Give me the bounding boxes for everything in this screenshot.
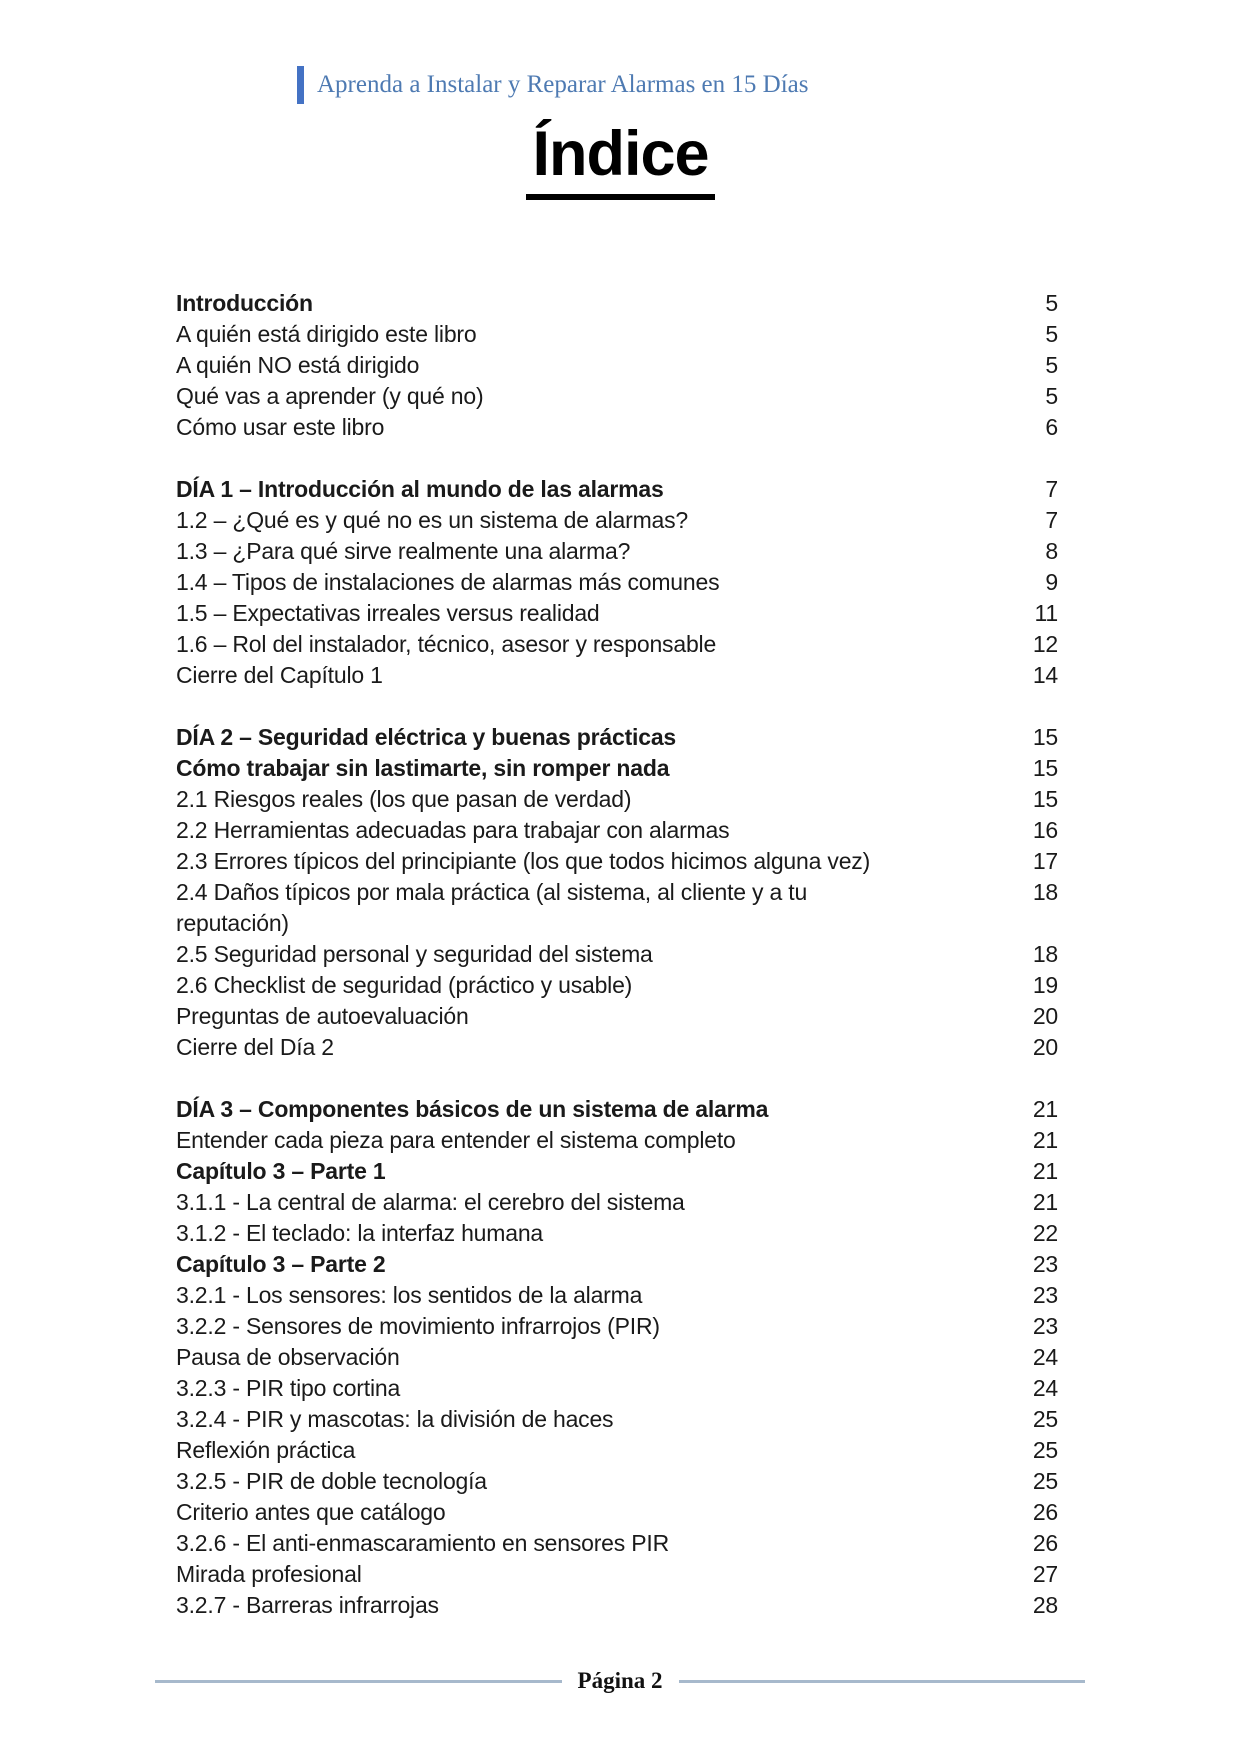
toc-row <box>176 1342 1058 1373</box>
toc-entry-page-number: 25 <box>1032 1437 1058 1463</box>
toc-row <box>176 1559 1058 1590</box>
toc-row <box>176 412 1058 443</box>
toc-entry-page-number: 7 <box>1045 476 1058 502</box>
toc-entry-page-number: 17 <box>1032 848 1058 874</box>
toc-entry-page-number: 23 <box>1032 1251 1058 1277</box>
toc-entry-line: Criterio antes que catálogo <box>176 1499 446 1525</box>
toc-entry-title <box>176 939 1014 970</box>
toc-entry-line: DÍA 3 – Componentes básicos de un sistema de alarma <box>176 1096 769 1122</box>
toc-entry-page-number: 9 <box>1045 569 1058 595</box>
toc-entry-page-number: 23 <box>1032 1282 1058 1308</box>
toc-entry-page-number: 25 <box>1032 1468 1058 1494</box>
toc-entry-line: 1.4 – Tipos de instalaciones de alarmas más comunes <box>176 569 720 595</box>
toc-entry-line: Introducción <box>176 290 313 316</box>
toc-entry-page-number: 12 <box>1032 631 1058 657</box>
toc-entry-title <box>176 1218 1014 1249</box>
toc-entry-line: 1.6 – Rol del instalador, técnico, asesor y responsable <box>176 631 717 657</box>
toc-row <box>176 598 1058 629</box>
toc-row <box>176 1497 1058 1528</box>
toc-entry-title <box>176 1373 1014 1404</box>
toc-row <box>176 350 1058 381</box>
toc-entry-title <box>176 1280 1014 1311</box>
toc-entry-line: 1.3 – ¿Para qué sirve realmente una alarma? <box>176 538 631 564</box>
toc-row <box>176 474 1058 505</box>
toc-entry-line: Mirada profesional <box>176 1561 362 1587</box>
toc-row <box>176 970 1058 1001</box>
toc-section <box>176 1094 1058 1621</box>
document-header <box>297 66 808 104</box>
toc-entry-line: DÍA 1 – Introducción al mundo de las alarmas <box>176 476 664 502</box>
toc-entry-line: 1.5 – Expectativas irreales versus realidad <box>176 600 600 626</box>
toc-entry-page-number: 5 <box>1045 383 1058 409</box>
toc-entry-title <box>176 1466 1014 1497</box>
toc-entry-line: Cierre del Capítulo 1 <box>176 662 383 688</box>
footer-page-label: Página 2 <box>577 1668 663 1693</box>
toc-entry-line: Entender cada pieza para entender el sistema completo <box>176 1127 736 1153</box>
toc-entry-title <box>176 1032 1014 1063</box>
toc-entry-title <box>176 1528 1014 1559</box>
toc-row <box>176 722 1058 753</box>
toc-entry-line-wrap: reputación) <box>176 910 289 936</box>
toc-row <box>176 939 1058 970</box>
toc-entry-title <box>176 1590 1014 1621</box>
toc-entry-page-number: 21 <box>1032 1158 1058 1184</box>
toc-row <box>176 1528 1058 1559</box>
toc-row <box>176 815 1058 846</box>
toc-entry-line: A quién está dirigido este libro <box>176 321 477 347</box>
toc-row <box>176 1435 1058 1466</box>
header-title: Aprenda a Instalar y Reparar Alarmas en 15 Días <box>317 71 809 98</box>
toc-entry-title <box>176 412 1014 443</box>
toc-entry-page-number: 26 <box>1032 1499 1058 1525</box>
toc-entry-title <box>176 1001 1014 1032</box>
toc-row <box>176 1249 1058 1280</box>
toc-entry-line: 3.2.7 - Barreras infrarrojas <box>176 1592 439 1618</box>
toc-row <box>176 784 1058 815</box>
toc-entry-page-number: 24 <box>1032 1375 1058 1401</box>
toc-row <box>176 753 1058 784</box>
toc-entry-line: 3.1.1 - La central de alarma: el cerebro del sistema <box>176 1189 685 1215</box>
toc-row <box>176 288 1058 319</box>
toc-entry-page-number: 11 <box>1034 600 1058 626</box>
table-of-contents <box>176 288 1058 1621</box>
toc-entry-title <box>176 350 1014 381</box>
toc-row <box>176 1001 1058 1032</box>
toc-entry-line: Qué vas a aprender (y qué no) <box>176 383 484 409</box>
footer-rule-left <box>155 1680 562 1683</box>
toc-entry-page-number: 19 <box>1032 972 1058 998</box>
toc-entry-title <box>176 1094 1014 1125</box>
toc-entry-page-number: 8 <box>1045 538 1058 564</box>
toc-entry-title <box>176 319 1014 350</box>
toc-entry-title <box>176 381 1014 412</box>
toc-entry-page-number: 23 <box>1032 1313 1058 1339</box>
toc-entry-page-number: 7 <box>1045 507 1058 533</box>
toc-entry-page-number: 6 <box>1045 414 1058 440</box>
document-footer <box>155 1668 1085 1694</box>
toc-row <box>176 381 1058 412</box>
toc-entry-page-number: 24 <box>1032 1344 1058 1370</box>
toc-row <box>176 505 1058 536</box>
toc-entry-title <box>176 629 1014 660</box>
toc-entry-title <box>176 505 1014 536</box>
header-accent-bar <box>297 66 304 104</box>
toc-entry-line: Pausa de observación <box>176 1344 400 1370</box>
toc-entry-title <box>176 660 1014 691</box>
toc-row <box>176 536 1058 567</box>
toc-row <box>176 319 1058 350</box>
toc-entry-line: 2.2 Herramientas adecuadas para trabajar con alarmas <box>176 817 730 843</box>
toc-entry-line: 3.2.4 - PIR y mascotas: la división de haces <box>176 1406 614 1432</box>
toc-row <box>176 1373 1058 1404</box>
toc-entry-line: A quién NO está dirigido <box>176 352 420 378</box>
toc-entry-title <box>176 1249 1014 1280</box>
toc-row <box>176 660 1058 691</box>
toc-entry-line: Capítulo 3 – Parte 2 <box>176 1251 386 1277</box>
toc-entry-title <box>176 536 1014 567</box>
toc-entry-line: 2.3 Errores típicos del principiante (los que todos hicimos alguna vez) <box>176 848 871 874</box>
toc-row <box>176 1280 1058 1311</box>
toc-section <box>176 288 1058 443</box>
toc-entry-page-number: 5 <box>1045 290 1058 316</box>
toc-entry-line: 3.1.2 - El teclado: la interfaz humana <box>176 1220 544 1246</box>
toc-row <box>176 846 1058 877</box>
toc-entry-line: Cómo usar este libro <box>176 414 385 440</box>
toc-entry-page-number: 27 <box>1032 1561 1058 1587</box>
toc-entry-line: 3.2.2 - Sensores de movimiento infrarrojos (PIR) <box>176 1313 660 1339</box>
toc-entry-page-number: 16 <box>1032 817 1058 843</box>
toc-entry-title <box>176 784 1014 815</box>
toc-entry-title <box>176 598 1014 629</box>
toc-entry-line: Cómo trabajar sin lastimarte, sin romper nada <box>176 755 670 781</box>
toc-entry-page-number: 15 <box>1032 755 1058 781</box>
toc-entry-line: 3.2.1 - Los sensores: los sentidos de la alarma <box>176 1282 643 1308</box>
toc-entry-title <box>176 1404 1014 1435</box>
toc-row <box>176 1218 1058 1249</box>
toc-entry-line: 2.1 Riesgos reales (los que pasan de verdad) <box>176 786 632 812</box>
toc-entry-title <box>176 1125 1014 1156</box>
toc-entry-page-number: 22 <box>1032 1220 1058 1246</box>
toc-entry-title <box>176 970 1014 1001</box>
toc-entry-title <box>176 1435 1014 1466</box>
page-title-container <box>0 118 1241 200</box>
toc-entry-title <box>176 753 1014 784</box>
toc-entry-page-number: 14 <box>1032 662 1058 688</box>
toc-entry-page-number: 20 <box>1032 1034 1058 1060</box>
toc-row <box>176 567 1058 598</box>
toc-entry-title <box>176 1187 1014 1218</box>
toc-row <box>176 1156 1058 1187</box>
toc-entry-line: 3.2.6 - El anti-enmascaramiento en sensores PIR <box>176 1530 670 1556</box>
toc-row <box>176 1094 1058 1125</box>
toc-row <box>176 1187 1058 1218</box>
toc-entry-line: 3.2.3 - PIR tipo cortina <box>176 1375 401 1401</box>
toc-entry-title <box>176 1559 1014 1590</box>
toc-entry-page-number: 5 <box>1045 352 1058 378</box>
toc-entry-line: Capítulo 3 – Parte 1 <box>176 1158 386 1184</box>
toc-section <box>176 474 1058 691</box>
toc-entry-title <box>176 1156 1014 1187</box>
toc-section <box>176 722 1058 1063</box>
toc-entry-line: 2.4 Daños típicos por mala práctica (al sistema, al cliente y a tu <box>176 879 808 905</box>
toc-entry-title <box>176 815 1014 846</box>
toc-row <box>176 1032 1058 1063</box>
toc-entry-page-number: 25 <box>1032 1406 1058 1432</box>
toc-entry-page-number: 21 <box>1032 1127 1058 1153</box>
toc-entry-title <box>176 877 1014 939</box>
toc-entry-line: Preguntas de autoevaluación <box>176 1003 469 1029</box>
toc-entry-title <box>176 722 1014 753</box>
page-title: Índice <box>526 118 714 200</box>
toc-entry-page-number: 15 <box>1032 724 1058 750</box>
toc-entry-title <box>176 567 1014 598</box>
toc-entry-title <box>176 846 1014 877</box>
toc-row <box>176 1590 1058 1621</box>
toc-entry-line: 2.6 Checklist de seguridad (práctico y usable) <box>176 972 633 998</box>
toc-row <box>176 1125 1058 1156</box>
toc-row <box>176 1311 1058 1342</box>
toc-row <box>176 1466 1058 1497</box>
toc-entry-line: 2.5 Seguridad personal y seguridad del sistema <box>176 941 653 967</box>
toc-row <box>176 877 1058 939</box>
toc-entry-page-number: 21 <box>1032 1096 1058 1122</box>
toc-entry-page-number: 15 <box>1032 786 1058 812</box>
toc-entry-title <box>176 288 1014 319</box>
toc-entry-title <box>176 1497 1014 1528</box>
footer-rule-right <box>679 1680 1086 1683</box>
toc-row <box>176 1404 1058 1435</box>
toc-entry-page-number: 18 <box>1032 941 1058 967</box>
toc-entry-line: 3.2.5 - PIR de doble tecnología <box>176 1468 487 1494</box>
toc-entry-page-number: 21 <box>1032 1189 1058 1215</box>
toc-entry-page-number: 20 <box>1032 1003 1058 1029</box>
toc-entry-title <box>176 1311 1014 1342</box>
toc-entry-line: 1.2 – ¿Qué es y qué no es un sistema de alarmas? <box>176 507 689 533</box>
toc-entry-title <box>176 1342 1014 1373</box>
toc-entry-page-number: 5 <box>1045 321 1058 347</box>
toc-entry-line: Reflexión práctica <box>176 1437 356 1463</box>
toc-entry-line: Cierre del Día 2 <box>176 1034 334 1060</box>
toc-entry-page-number: 18 <box>1032 879 1058 905</box>
toc-row <box>176 629 1058 660</box>
toc-entry-title <box>176 474 1014 505</box>
toc-entry-line: DÍA 2 – Seguridad eléctrica y buenas prácticas <box>176 724 677 750</box>
toc-entry-page-number: 26 <box>1032 1530 1058 1556</box>
toc-entry-page-number: 28 <box>1032 1592 1058 1618</box>
